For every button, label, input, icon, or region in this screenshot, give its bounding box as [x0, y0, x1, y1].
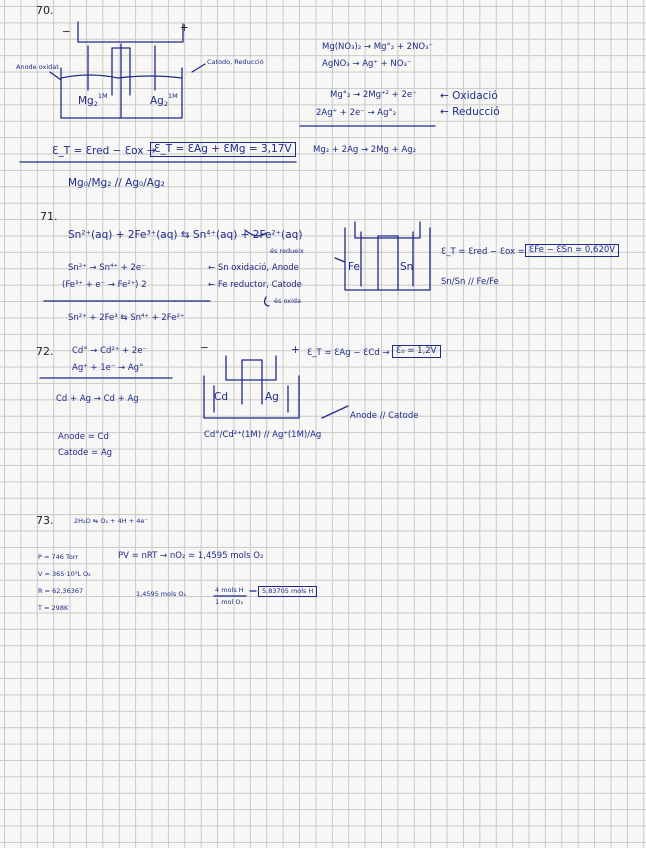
- p73-temperature: T = 298K: [38, 604, 69, 612]
- p72-arrow: [322, 406, 348, 418]
- p73-conversion-denominator: 1 mol O₂: [215, 598, 244, 606]
- p71-oxidation-note: ← Sn oxidació, Anode: [208, 263, 299, 273]
- p71-oxidized-curve: [265, 297, 269, 306]
- p71-reduced-note: és redueix: [270, 247, 304, 255]
- p70-cell-drawing: [50, 22, 205, 118]
- p73-result: 5,83705 mols H: [258, 586, 317, 597]
- p73-volume: V = 365·10³L O₂: [38, 570, 91, 578]
- p72-emf-formula: Ɛ_T = ƐAg − ƐCd →: [307, 348, 390, 358]
- p70-dissociation-1: Mg(NO₃)₂ → Mg°₂ + 2NO₃⁻: [322, 42, 434, 52]
- p73-pressure: P = 746 Torr: [38, 553, 79, 561]
- p73-conversion-start: 1,4595 mols O₂: [136, 590, 187, 598]
- p71-right-electrode: Sn: [400, 261, 414, 273]
- p72-right-electrode: Ag: [265, 391, 279, 403]
- p73-reaction: 2H₂O ⇆ O₂ + 4H + 4e⁻: [74, 517, 148, 525]
- p70-cell-notation: Mg₀/Mg₂ // Ag₀/Ag₂: [68, 177, 165, 189]
- p72-left-electrode: Cd: [214, 391, 228, 403]
- p71-cell-drawing: [335, 222, 430, 290]
- p71-overall-reaction: Sn²⁺ + 2Fe³ ⇆ Sn⁴⁺ + 2Fe²⁺: [68, 313, 185, 323]
- p70-plus-terminal: +: [180, 22, 189, 34]
- p71-emf-result: ƐFe − ƐSn = 0,620V: [525, 244, 619, 257]
- p73-conversion-numerator: 4 mols H: [215, 586, 244, 594]
- p72-anode: Anode = Cd: [58, 432, 109, 442]
- p72-cathode: Catode = Ag: [58, 448, 113, 458]
- p70-anode-label: Anode oxidat: [16, 63, 59, 71]
- p72-cell-drawing: [204, 356, 299, 418]
- p73-ideal-gas: PV = nRT → nO₂ = 1,4595 mols O₂: [118, 551, 264, 561]
- p71-half-reduction: (Fe³⁺ + e⁻ → Fe²⁺) 2: [62, 280, 147, 290]
- p72-half-oxidation: Cd° → Cd²⁺ + 2e⁻: [72, 346, 147, 356]
- p71-reduction-note: ← Fe reductor, Catode: [208, 280, 302, 290]
- p70-emf-formula: Ɛ_T = Ɛred − Ɛox →: [52, 145, 156, 157]
- p70-overall-reaction: Mg₂ + 2Ag → 2Mg + Ag₂: [313, 145, 417, 155]
- p72-emf-result: Ɛ₀ = 1,2V: [392, 345, 441, 358]
- p72-overall-reaction: Cd + Ag → Cd + Ag: [56, 394, 139, 404]
- p72-plus-terminal: +: [291, 344, 300, 356]
- p70-cathode-label: Catodo, Reducció: [207, 58, 264, 66]
- p72-number: 72.: [36, 345, 54, 358]
- p70-right-cell-label: $Ag2^{1M}$: [150, 92, 178, 108]
- p70-half-oxidation: Mg°₂ → 2Mg⁺² + 2e⁻: [330, 90, 417, 100]
- p70-oxidation-note: ← Oxidació: [440, 90, 498, 102]
- p71-cell-notation: Sn/Sn // Fe/Fe: [441, 277, 499, 287]
- p70-minus-terminal: −: [62, 26, 71, 38]
- p72-minus-terminal: −: [200, 342, 209, 354]
- p72-half-reduction: Ag⁺ + 1e⁻ → Ag°: [72, 363, 144, 373]
- p71-number: 71.: [40, 210, 58, 223]
- p70-half-reduction: 2Ag⁺ + 2e⁻ → Ag°₂: [316, 108, 397, 118]
- p72-arrow-label: Anode // Catode: [350, 411, 419, 421]
- p73-number: 73.: [36, 514, 54, 527]
- p71-left-electrode: Fe: [348, 261, 360, 273]
- p70-dissociation-2: AgNO₃ → Ag⁺ + NO₃⁻: [322, 59, 412, 69]
- p71-half-oxidation: Sn²⁺ → Sn⁴⁺ + 2e⁻: [68, 263, 146, 273]
- p73-gas-constant: R = 62,36367: [38, 587, 84, 595]
- p71-emf-formula: Ɛ_T = Ɛred − Ɛox =: [441, 247, 525, 257]
- p71-oxidized-note: és oxida: [274, 297, 301, 305]
- p70-reduction-note: ← Reducció: [440, 106, 500, 118]
- p70-left-cell-label: $Mg2^{1M}$: [78, 92, 108, 108]
- p70-number: 70.: [36, 4, 54, 17]
- p72-cell-notation: Cd°/Cd²⁺(1M) // Ag⁺(1M)/Ag: [204, 430, 322, 440]
- p71-reaction: Sn²⁺(aq) + 2Fe³⁺(aq) ⇆ Sn⁴⁺(aq) + 2Fe²⁺(aq): [68, 229, 303, 241]
- p70-emf-result: Ɛ_T = ƐAg + ƐMg = 3,17V: [150, 142, 296, 157]
